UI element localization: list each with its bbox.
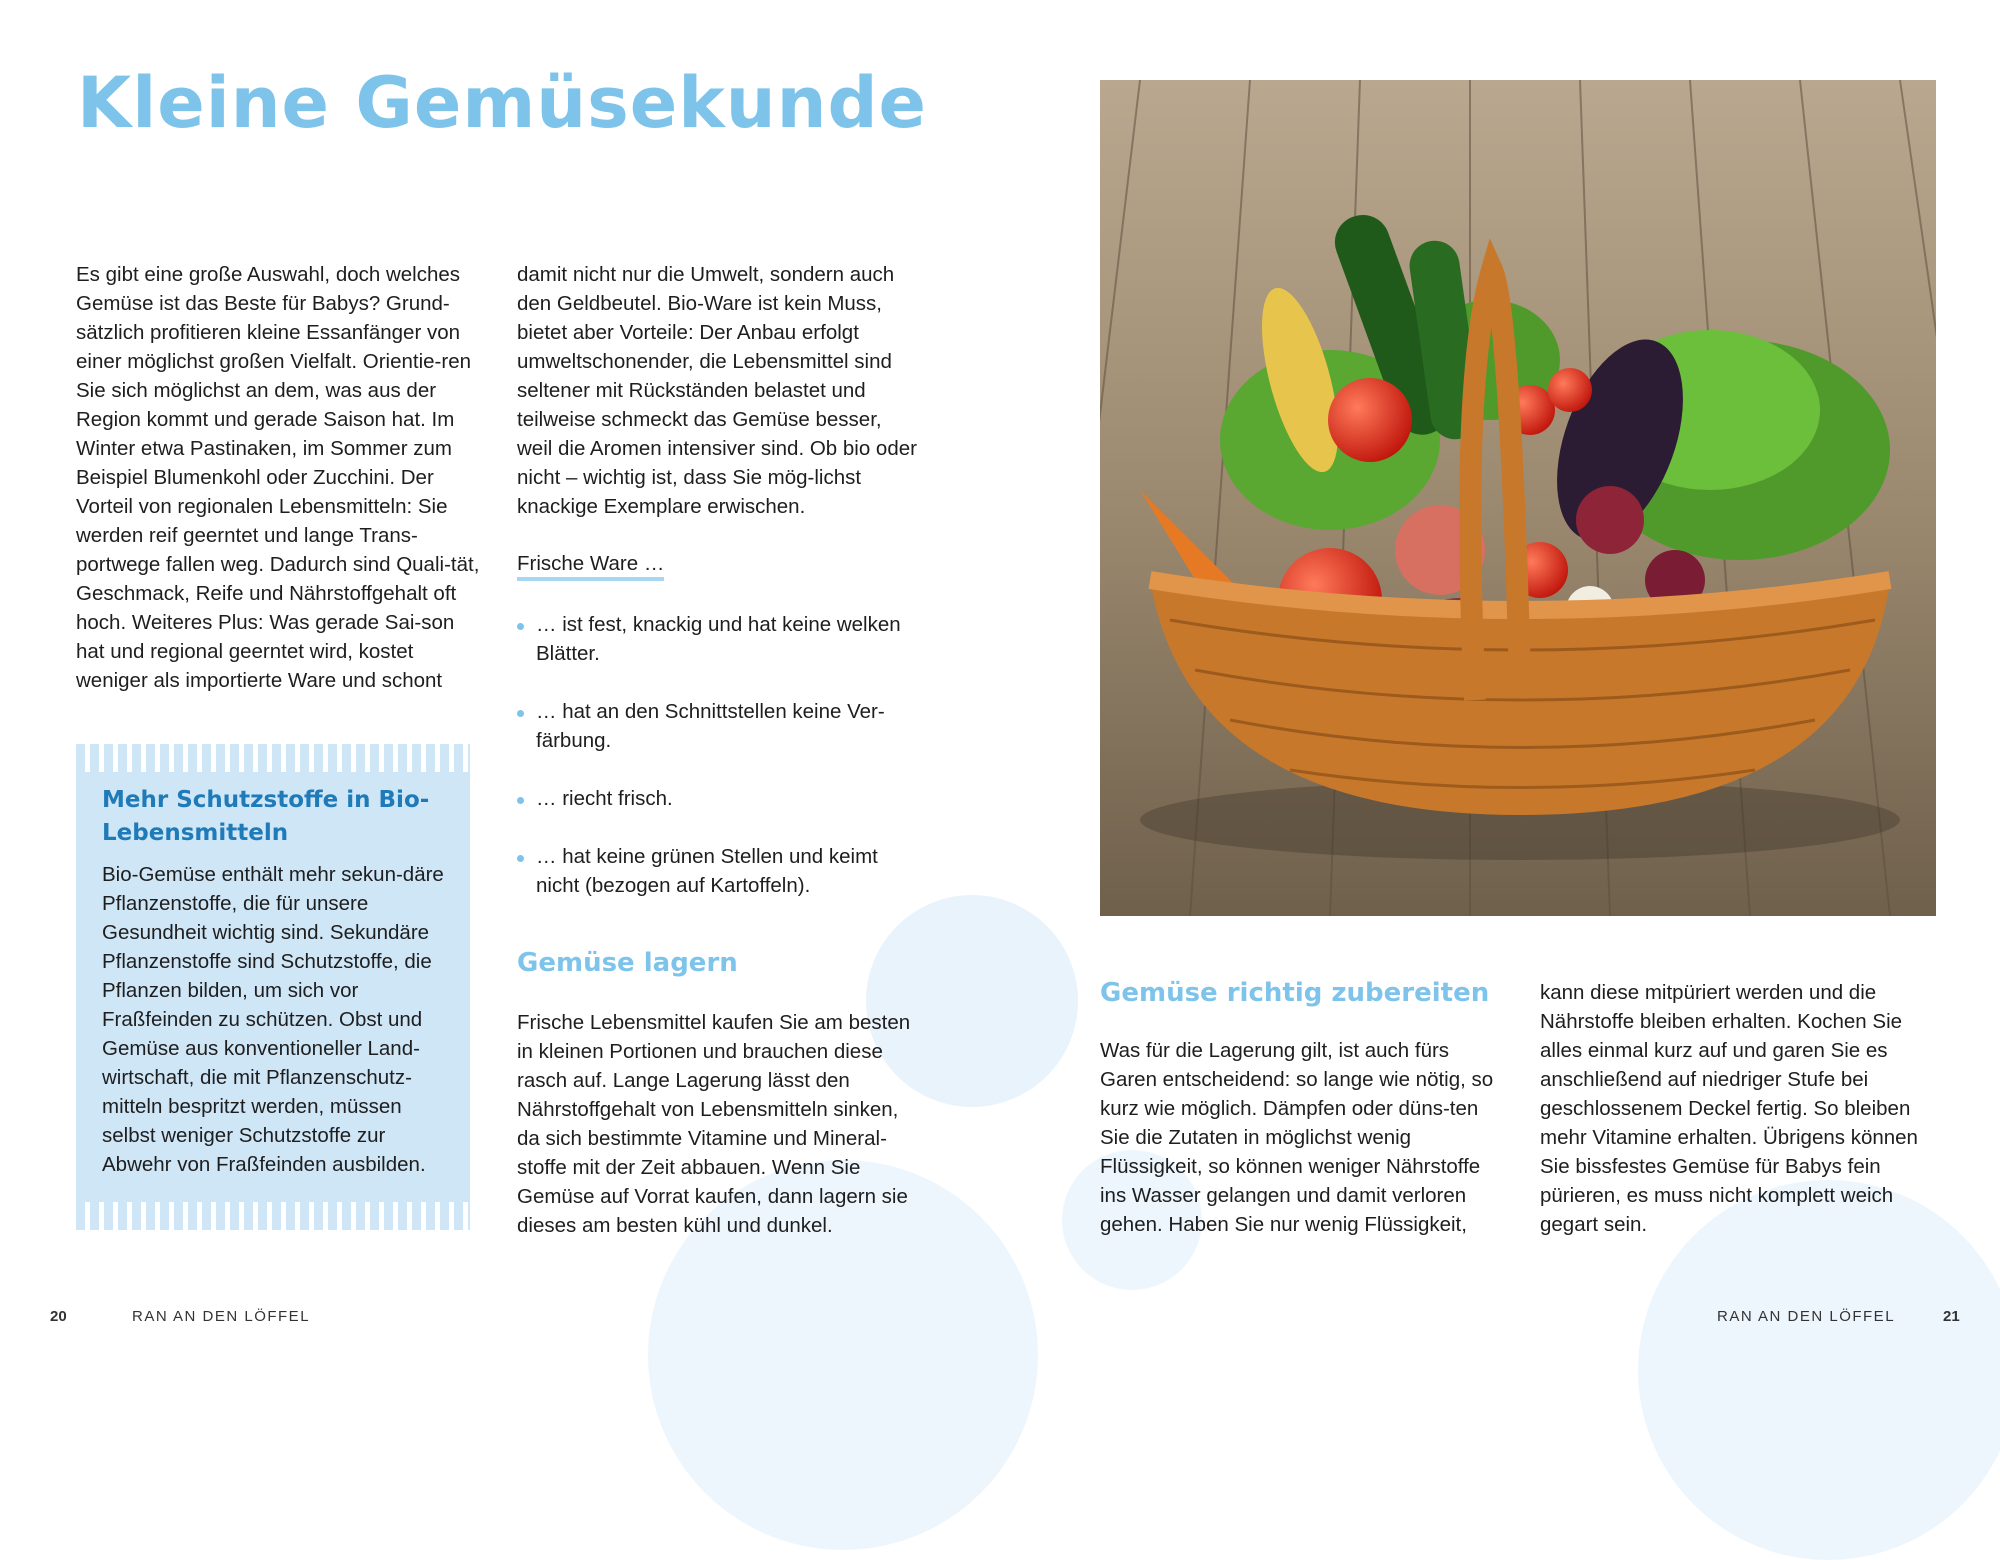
info-box-heading: Mehr Schutzstoffe in Bio-Lebensmitteln [102, 787, 430, 846]
storage-heading: Gemüse lagern [517, 948, 738, 978]
page-title: Kleine Gemüsekunde [77, 62, 928, 144]
storage-text: Frische Lebensmittel kaufen Sie am besten in kleinen Portionen und brauchen diese rasch auf. Lange Lagerung lässt den Nährstoffgehalt von Lebensmitteln sinken, da sich bestimmte Vitamine und Mineral-stoffe mit der Zeit abbauen. Wenn Sie Gemüse auf Vorrat kaufen, dann lagern sie dieses am besten kühl und dunkel. [517, 1011, 911, 1237]
second-column [517, 260, 917, 929]
bullet-icon [517, 797, 524, 804]
info-box-bottom-stripes [76, 1202, 470, 1230]
freshness-checklist [517, 610, 917, 900]
preparation-text-right: kann diese mitpüriert werden und die Nährstoffe bleiben erhalten. Kochen Sie alles einmal kurz auf und garen Sie es anschließend auf niedriger Stufe bei geschlossenem Deckel fertig. So bleiben mehr Vitamine erhalten. Übrigens können Sie bissfestes Gemüse für Babys fein pürieren, es muss nicht komplett weich gegart sein. [1540, 981, 1918, 1236]
info-box [76, 744, 470, 1230]
left-page-number: 20 [50, 1308, 67, 1325]
preparation-column-left [1100, 1036, 1500, 1239]
bullet-icon [517, 623, 524, 630]
intro-column [76, 260, 481, 695]
preparation-text-left: Was für die Lagerung gilt, ist auch fürs Garen entscheidend: so lange wie nötig, so kurz wie möglich. Dämpfen oder düns-ten Sie die Zutaten in möglichst wenig Flüssigkeit, so können weniger Nährstoffe ins Wasser gelangen und damit verloren gehen. Haben Sie nur wenig Flüssigkeit, [1100, 1039, 1494, 1236]
list-item: … ist fest, knackig und hat keine welken Blätter. [517, 610, 917, 668]
right-running-title: RAN AN DEN LÖFFEL [1717, 1308, 1896, 1325]
list-item: … hat an den Schnittstellen keine Ver-färbung. [517, 697, 917, 755]
second-column-text: damit nicht nur die Umwelt, sondern auch den Geldbeutel. Bio-Ware ist kein Muss, bietet aber Vorteile: Der Anbau erfolgt umweltschonender, die Lebensmittel sind seltener mit Rückständen belastet und teilweise schmeckt das Gemüse besser, weil die Aromen intensiver sind. Ob bio oder nicht – wichtig ist, dass Sie mög-lichst knackige Exemplare erwischen. [517, 263, 917, 518]
left-running-title: RAN AN DEN LÖFFEL [132, 1308, 311, 1325]
intro-text: Es gibt eine große Auswahl, doch welches Gemüse ist das Beste für Babys? Grund-sätzlich profitieren kleine Essanfänger von einer möglichst großen Vielfalt. Orientie-ren Sie sich möglichst an dem, was aus der Region kommt und gerade Saison hat. Im Winter etwa Pastinaken, im Sommer zum Beispiel Blumenkohl oder Zucchini. Der Vorteil von regionalen Lebensmitteln: Sie werden reif geerntet und lange Trans-portwege fallen weg. Dadurch sind Quali-tät, Geschmack, Reife und Nährstoffgehalt oft hoch. Weiteres Plus: Was gerade Sai-son hat und regional geerntet wird, kostet weniger als importierte Ware und schont [76, 263, 480, 692]
preparation-column-right [1540, 978, 1940, 1239]
bullet-icon [517, 855, 524, 862]
preparation-heading: Gemüse richtig zubereiten [1100, 978, 1490, 1008]
info-box-top-stripes [76, 744, 470, 772]
info-box-text: Bio-Gemüse enthält mehr sekun-däre Pflanzenstoffe, die für unsere Gesundheit wichtig sind. Sekundäre Pflanzenstoffe sind Schutzstoffe, die Pflanzen bilden, um sich vor Fraßfeinden zu schützen. Obst und Gemüse aus konventioneller Land-wirtschaft, die mit Pflanzenschutz-mitteln bespritzt werden, müssen selbst weniger Schutzstoffe zur Abwehr von Fraßfeinden ausbilden. [102, 863, 444, 1176]
list-item: … hat keine grünen Stellen und keimt nicht (bezogen auf Kartoffeln). [517, 842, 917, 900]
vegetable-basket-photo [1100, 80, 1936, 916]
bullet-icon [517, 710, 524, 717]
checklist-label: Frische Ware … [517, 550, 664, 581]
storage-column [517, 1008, 917, 1240]
right-page-number: 21 [1943, 1308, 1960, 1325]
list-item: … riecht frisch. [517, 784, 917, 813]
